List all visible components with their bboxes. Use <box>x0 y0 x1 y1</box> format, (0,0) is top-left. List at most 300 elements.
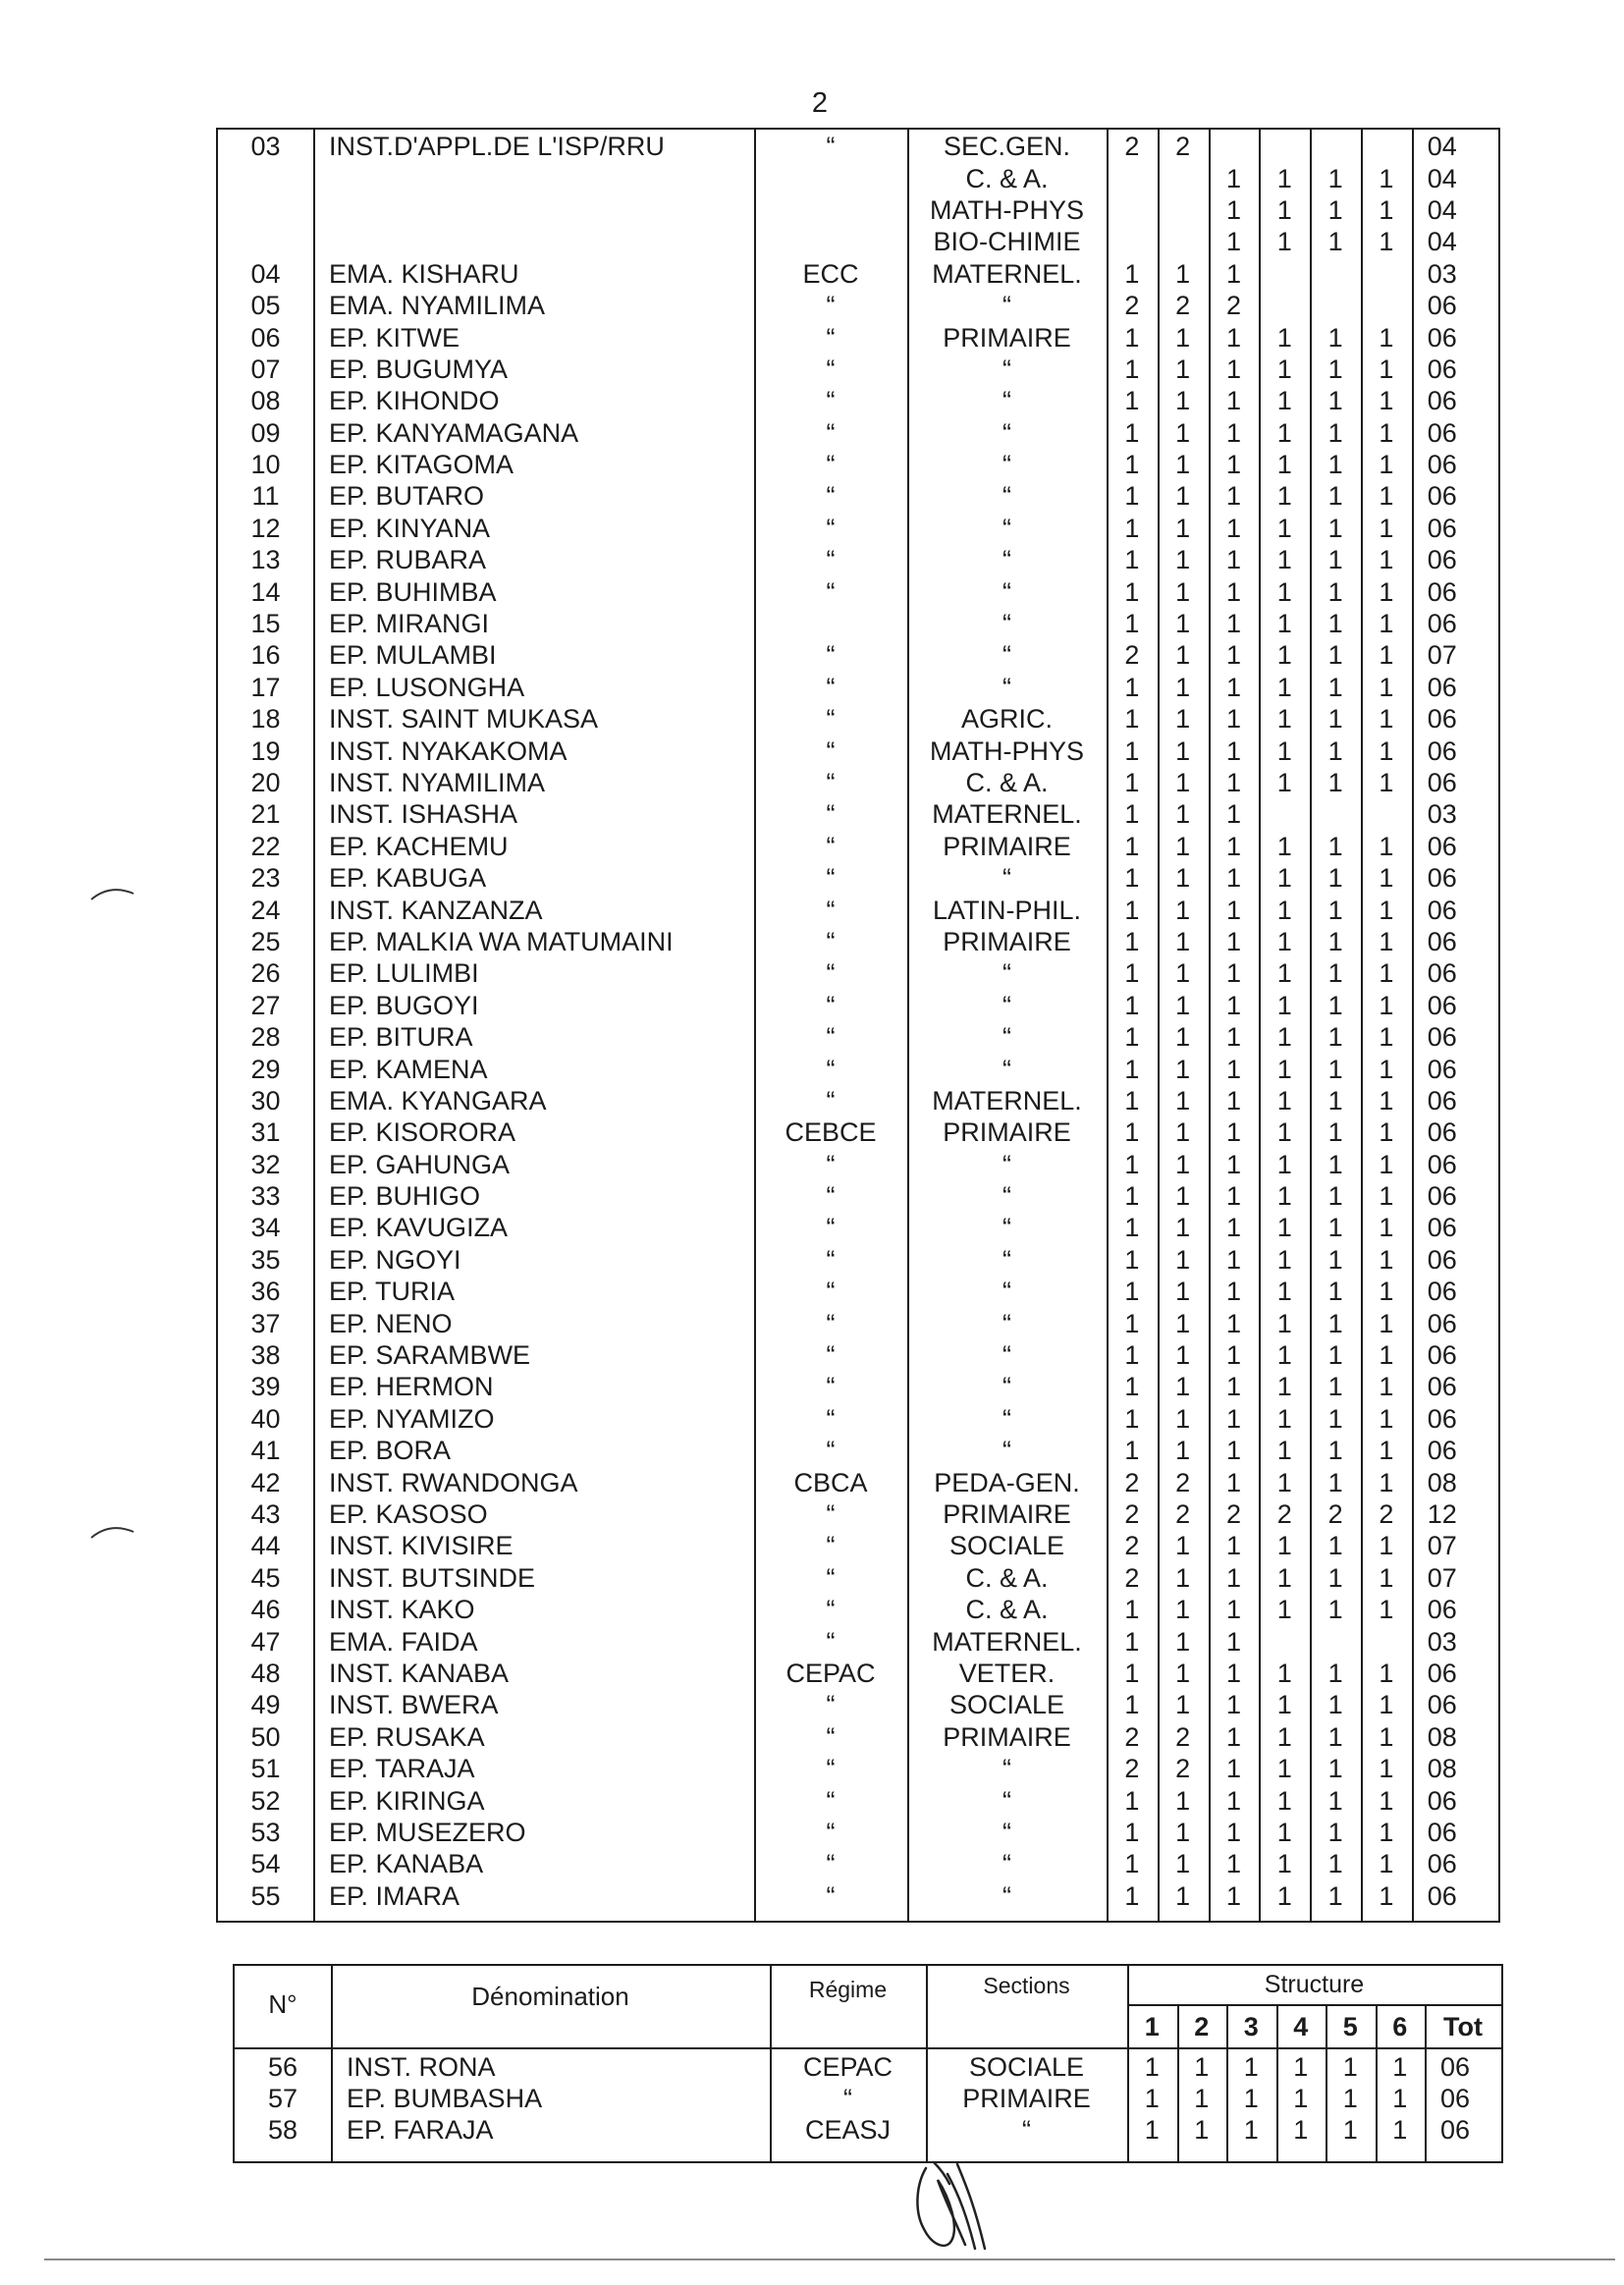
school-name: EP. MALKIA WA MATUMAINI <box>329 926 674 956</box>
section-cell: PEDA-GEN. <box>934 1467 1080 1497</box>
structure-year-2-cell: 1 <box>1175 1149 1191 1179</box>
structure-year-6-cell: 1 <box>1379 576 1394 607</box>
section-cell: MATH-PHYS <box>929 194 1084 225</box>
row-number: 50 <box>250 1721 281 1752</box>
structure-year-3-cell: 1 <box>1225 258 1241 289</box>
structure-year-5-cell: 1 <box>1327 1149 1343 1179</box>
table-row <box>218 1530 1498 1561</box>
structure-year-6-cell: 1 <box>1379 831 1394 861</box>
structure-year-2-cell: 1 <box>1175 1085 1191 1115</box>
structure-year-6-cell: 1 <box>1379 1595 1394 1625</box>
total-cell: 07 <box>1427 1562 1457 1593</box>
structure-year-6-cell: 1 <box>1379 1403 1394 1434</box>
structure-year-5-cell: 1 <box>1327 194 1343 225</box>
regime-cell: “ <box>826 354 836 384</box>
structure-year-3-cell: 1 <box>1243 2084 1259 2113</box>
structure-year-1-cell: 1 <box>1124 958 1140 989</box>
total-cell: 06 <box>1427 1658 1457 1688</box>
total-cell: 08 <box>1427 1467 1457 1497</box>
structure-year-2-cell: 1 <box>1194 2084 1210 2113</box>
structure-year-4-cell: 1 <box>1276 1308 1292 1338</box>
structure-year-2-cell: 2 <box>1175 1467 1191 1497</box>
structure-year-1-cell: 1 <box>1124 545 1140 575</box>
structure-year-4-cell: 1 <box>1276 1149 1292 1179</box>
regime-cell: CEPAC <box>785 1658 876 1688</box>
regime-cell: “ <box>826 1340 836 1371</box>
structure-year-4-cell: 1 <box>1276 1690 1292 1720</box>
section-cell: BIO-CHIMIE <box>933 227 1081 257</box>
structure-year-5-cell: 1 <box>1342 2084 1358 2113</box>
structure-year-6-cell: 1 <box>1379 1181 1394 1212</box>
structure-year-2-cell: 1 <box>1175 768 1191 797</box>
structure-year-2-cell: 2 <box>1175 1721 1191 1752</box>
total-cell: 04 <box>1427 227 1457 257</box>
structure-year-2-cell: 1 <box>1175 863 1191 894</box>
structure-year-1-cell: 1 <box>1124 1595 1140 1625</box>
structure-year-4-cell: 1 <box>1276 227 1292 257</box>
section-cell: PRIMAIRE <box>943 1117 1071 1148</box>
total-cell: 06 <box>1427 958 1457 989</box>
structure-year-3-cell: 1 <box>1225 1721 1241 1752</box>
row-number: 16 <box>250 640 281 671</box>
table-row <box>218 1625 1498 1657</box>
table-row <box>235 2051 1501 2083</box>
structure-year-4-cell: 1 <box>1276 926 1292 956</box>
structure-year-3-cell: 1 <box>1225 1849 1241 1879</box>
header-regime: Régime <box>808 1977 888 2002</box>
structure-year-5-cell: 1 <box>1327 768 1343 797</box>
structure-year-2-cell: 1 <box>1175 1054 1191 1084</box>
structure-year-6-cell: 1 <box>1392 2052 1408 2082</box>
section-cell: “ <box>1002 640 1011 671</box>
total-cell: 06 <box>1427 768 1457 797</box>
structure-year-4-cell: 1 <box>1276 1531 1292 1561</box>
section-cell: “ <box>1002 672 1011 702</box>
header-denomination: Dénomination <box>471 1982 629 2011</box>
section-cell: “ <box>1002 481 1011 512</box>
total-cell: 07 <box>1427 640 1457 671</box>
structure-year-5-cell: 1 <box>1327 1436 1343 1466</box>
table-row <box>218 798 1498 830</box>
school-name: INST. KANABA <box>329 1658 510 1688</box>
structure-year-4-cell: 1 <box>1293 2084 1309 2113</box>
section-cell: “ <box>1002 1403 1011 1434</box>
structure-year-2-cell: 1 <box>1175 450 1191 480</box>
total-cell: 08 <box>1427 1754 1457 1784</box>
structure-year-3-cell: 1 <box>1225 545 1241 575</box>
total-cell: 06 <box>1427 895 1457 925</box>
structure-year-3-cell: 1 <box>1225 672 1241 702</box>
structure-year-1-cell: 1 <box>1124 1658 1140 1688</box>
structure-year-2-cell: 1 <box>1175 1181 1191 1212</box>
section-cell: C. & A. <box>965 163 1049 193</box>
structure-year-4-cell: 1 <box>1276 1467 1292 1497</box>
section-cell: SOCIALE <box>948 1690 1065 1720</box>
structure-year-6-cell: 1 <box>1379 354 1394 384</box>
total-cell: 06 <box>1427 1022 1457 1053</box>
structure-year-6-cell: 1 <box>1379 704 1394 734</box>
regime-cell: “ <box>826 926 836 956</box>
structure-year-2-cell: 1 <box>1175 386 1191 416</box>
regime-cell: “ <box>826 863 836 894</box>
structure-year-2-cell: 2 <box>1175 1498 1191 1529</box>
structure-year-6-cell: 1 <box>1379 1817 1394 1847</box>
structure-year-3-cell: 1 <box>1225 1340 1241 1371</box>
school-name: EP. KASOSO <box>329 1498 488 1529</box>
structure-year-1-cell: 2 <box>1124 1754 1140 1784</box>
regime-cell: “ <box>826 1880 836 1911</box>
structure-year-3-cell: 1 <box>1225 1117 1241 1148</box>
structure-year-2-cell: 1 <box>1175 417 1191 448</box>
table-row <box>218 1879 1498 1911</box>
total-cell: 06 <box>1427 1849 1457 1879</box>
structure-year-5-cell: 1 <box>1327 1117 1343 1148</box>
structure-year-3-cell: 1 <box>1225 481 1241 512</box>
table-row <box>218 1848 1498 1879</box>
structure-year-1-cell: 1 <box>1124 322 1140 353</box>
structure-year-3-cell: 1 <box>1225 926 1241 956</box>
structure-year-2-cell: 1 <box>1175 831 1191 861</box>
structure-year-6-cell: 1 <box>1379 926 1394 956</box>
structure-year-1-cell: 1 <box>1124 1849 1140 1879</box>
header-year-6: 6 <box>1392 2012 1408 2041</box>
structure-year-3-cell: 1 <box>1225 1754 1241 1784</box>
row-number: 07 <box>250 354 281 384</box>
total-cell: 06 <box>1427 990 1457 1020</box>
structure-year-1-cell: 1 <box>1124 1436 1140 1466</box>
table-row <box>218 449 1498 480</box>
table-row <box>218 290 1498 321</box>
row-number: 10 <box>250 450 281 480</box>
section-cell: “ <box>1002 1149 1011 1179</box>
table-row <box>218 1562 1498 1594</box>
structure-year-6-cell: 1 <box>1379 481 1394 512</box>
structure-year-1-cell: 1 <box>1124 481 1140 512</box>
structure-year-4-cell: 1 <box>1276 1785 1292 1816</box>
structure-year-6-cell: 1 <box>1379 1149 1394 1179</box>
structure-year-4-cell: 1 <box>1276 545 1292 575</box>
header-year-3: 3 <box>1243 2012 1259 2041</box>
structure-year-4-cell: 1 <box>1276 163 1292 193</box>
row-number: 51 <box>250 1754 281 1784</box>
structure-year-1-cell: 1 <box>1124 1626 1140 1657</box>
school-name: EP. BORA <box>329 1436 452 1466</box>
header-structure: Structure <box>1264 1971 1365 1998</box>
table-row <box>218 862 1498 894</box>
structure-year-6-cell: 1 <box>1379 1849 1394 1879</box>
structure-year-3-cell: 1 <box>1225 1085 1241 1115</box>
section-cell: SEC.GEN. <box>943 132 1071 162</box>
structure-year-2-cell: 1 <box>1175 1022 1191 1053</box>
structure-year-6-cell: 1 <box>1379 1117 1394 1148</box>
structure-year-6-cell: 2 <box>1379 1498 1394 1529</box>
total-cell: 06 <box>1427 1277 1457 1307</box>
structure-year-3-cell: 1 <box>1225 863 1241 894</box>
structure-year-3-cell: 1 <box>1225 322 1241 353</box>
structure-year-3-cell: 1 <box>1225 576 1241 607</box>
structure-year-1-cell: 1 <box>1124 1117 1140 1148</box>
structure-year-5-cell: 1 <box>1342 2115 1358 2145</box>
school-name: EP. KANYAMAGANA <box>329 417 579 448</box>
structure-year-4-cell: 1 <box>1276 768 1292 797</box>
regime-cell: “ <box>826 386 836 416</box>
section-cell: “ <box>1002 513 1011 543</box>
structure-year-4-cell: 1 <box>1276 1277 1292 1307</box>
structure-year-6-cell: 1 <box>1379 1467 1394 1497</box>
total-cell: 06 <box>1427 545 1457 575</box>
school-name: EP. KISORORA <box>329 1117 516 1148</box>
table-row <box>218 417 1498 449</box>
school-name: INST. RWANDONGA <box>329 1467 578 1497</box>
structure-year-1-cell: 1 <box>1124 1785 1140 1816</box>
structure-year-3-cell: 1 <box>1225 895 1241 925</box>
section-cell: PRIMAIRE <box>943 1721 1071 1752</box>
row-number: 29 <box>250 1054 281 1084</box>
regime-cell: “ <box>826 1595 836 1625</box>
structure-year-2-cell: 1 <box>1175 1817 1191 1847</box>
structure-year-3-cell: 1 <box>1225 513 1241 543</box>
section-cell: C. & A. <box>965 1595 1049 1625</box>
structure-year-1-cell: 1 <box>1124 1022 1140 1053</box>
structure-year-2-cell: 1 <box>1175 895 1191 925</box>
structure-year-5-cell: 1 <box>1327 1467 1343 1497</box>
total-cell: 06 <box>1427 513 1457 543</box>
table-row <box>218 1403 1498 1435</box>
structure-year-2-cell: 1 <box>1175 481 1191 512</box>
section-cell: “ <box>1002 1213 1011 1243</box>
structure-year-2-cell: 1 <box>1175 1658 1191 1688</box>
structure-year-4-cell: 1 <box>1276 958 1292 989</box>
structure-year-6-cell: 1 <box>1379 1436 1394 1466</box>
structure-year-1-cell: 1 <box>1124 768 1140 797</box>
structure-year-1-cell: 1 <box>1124 1308 1140 1338</box>
structure-year-4-cell: 2 <box>1276 1498 1292 1529</box>
structure-year-5-cell: 1 <box>1327 1880 1343 1911</box>
row-number: 34 <box>250 1213 281 1243</box>
row-number: 37 <box>250 1308 281 1338</box>
structure-year-4-cell: 1 <box>1276 1436 1292 1466</box>
school-name: EP. MUSEZERO <box>329 1817 526 1847</box>
regime-cell: “ <box>826 1690 836 1720</box>
structure-year-5-cell: 1 <box>1327 1690 1343 1720</box>
regime-cell: “ <box>826 990 836 1020</box>
structure-year-5-cell: 1 <box>1327 1277 1343 1307</box>
structure-year-3-cell: 1 <box>1225 735 1241 766</box>
total-cell: 06 <box>1427 322 1457 353</box>
table-row <box>218 1307 1498 1338</box>
school-name: EP. FARAJA <box>347 2115 494 2145</box>
structure-year-3-cell: 1 <box>1225 831 1241 861</box>
structure-year-6-cell: 1 <box>1379 1562 1394 1593</box>
structure-year-5-cell: 1 <box>1327 322 1343 353</box>
structure-year-3-cell: 1 <box>1225 1817 1241 1847</box>
structure-year-3-cell: 1 <box>1225 1244 1241 1275</box>
row-number: 55 <box>250 1880 281 1911</box>
school-name: EP. NYAMIZO <box>329 1403 495 1434</box>
structure-year-5-cell: 1 <box>1327 704 1343 734</box>
schools-table-continued <box>216 128 1500 1923</box>
structure-year-3-cell: 1 <box>1225 417 1241 448</box>
structure-year-1-cell: 1 <box>1124 1403 1140 1434</box>
structure-year-2-cell: 2 <box>1175 291 1191 321</box>
structure-year-3-cell: 1 <box>1225 1880 1241 1911</box>
regime-cell: “ <box>826 1372 836 1402</box>
table-row <box>218 1339 1498 1371</box>
structure-year-2-cell: 1 <box>1175 258 1191 289</box>
table-row <box>218 639 1498 671</box>
structure-year-5-cell: 1 <box>1327 1085 1343 1115</box>
regime-cell: “ <box>826 322 836 353</box>
structure-year-2-cell: 1 <box>1175 354 1191 384</box>
regime-cell: CEASJ <box>804 2115 892 2145</box>
structure-year-3-cell: 1 <box>1225 609 1241 639</box>
total-cell: 06 <box>1427 831 1457 861</box>
school-name: EP. TURIA <box>329 1277 456 1307</box>
section-cell: “ <box>1002 1436 1011 1466</box>
row-number: 58 <box>267 2115 298 2145</box>
structure-year-4-cell: 1 <box>1276 450 1292 480</box>
structure-year-6-cell: 1 <box>1379 1690 1394 1720</box>
structure-year-4-cell: 1 <box>1276 895 1292 925</box>
structure-year-6-cell: 1 <box>1379 895 1394 925</box>
structure-year-1-cell: 1 <box>1124 1690 1140 1720</box>
row-number: 20 <box>250 768 281 797</box>
structure-year-6-cell: 1 <box>1379 863 1394 894</box>
row-number: 45 <box>250 1562 281 1593</box>
school-name: INST. KANZANZA <box>329 895 543 925</box>
structure-year-5-cell: 1 <box>1327 1849 1343 1879</box>
row-number: 08 <box>250 386 281 416</box>
table-row <box>218 1753 1498 1784</box>
school-name: INST. BWERA <box>329 1690 499 1720</box>
header-number: N° <box>268 1989 298 2019</box>
header-year-1: 1 <box>1144 2012 1160 2041</box>
section-cell: “ <box>1002 1244 1011 1275</box>
structure-year-3-cell: 1 <box>1225 1277 1241 1307</box>
school-name: INST. NYAKAKOMA <box>329 735 568 766</box>
schools-table-with-header <box>233 1964 1503 2163</box>
structure-year-4-cell: 1 <box>1276 417 1292 448</box>
structure-year-5-cell: 1 <box>1327 1817 1343 1847</box>
structure-year-1-cell: 1 <box>1124 1213 1140 1243</box>
table-row <box>218 480 1498 512</box>
structure-year-4-cell: 1 <box>1276 1562 1292 1593</box>
regime-cell: “ <box>826 1754 836 1784</box>
structure-year-3-cell: 1 <box>1225 799 1241 830</box>
structure-year-1-cell: 1 <box>1124 609 1140 639</box>
structure-year-6-cell: 1 <box>1379 1754 1394 1784</box>
header-year-4: 4 <box>1293 2012 1309 2041</box>
structure-year-4-cell: 1 <box>1276 1817 1292 1847</box>
regime-cell: “ <box>826 1817 836 1847</box>
structure-year-5-cell: 1 <box>1327 1595 1343 1625</box>
total-cell: 06 <box>1427 386 1457 416</box>
school-name: INST.D'APPL.DE L'ISP/RRU <box>329 132 665 162</box>
structure-year-1-cell: 1 <box>1124 1149 1140 1179</box>
structure-year-6-cell: 1 <box>1379 1785 1394 1816</box>
total-cell: 08 <box>1427 1721 1457 1752</box>
section-cell: C. & A. <box>965 1562 1049 1593</box>
structure-year-3-cell: 1 <box>1225 450 1241 480</box>
table-row <box>218 767 1498 798</box>
structure-year-4-cell: 1 <box>1276 672 1292 702</box>
regime-cell: “ <box>826 576 836 607</box>
total-cell: 04 <box>1427 194 1457 225</box>
section-cell: “ <box>1002 1754 1011 1784</box>
structure-year-6-cell: 1 <box>1379 609 1394 639</box>
total-cell: 06 <box>1427 291 1457 321</box>
school-name: EMA. NYAMILIMA <box>329 291 546 321</box>
regime-cell: “ <box>826 1085 836 1115</box>
structure-year-1-cell: 2 <box>1124 640 1140 671</box>
structure-year-2-cell: 1 <box>1175 1785 1191 1816</box>
school-name: EP. BUHIGO <box>329 1181 481 1212</box>
row-number: 14 <box>250 576 281 607</box>
structure-year-5-cell: 1 <box>1327 1531 1343 1561</box>
structure-year-5-cell: 1 <box>1327 1372 1343 1402</box>
table-row <box>218 1689 1498 1720</box>
total-cell: 04 <box>1427 132 1457 162</box>
structure-year-5-cell: 1 <box>1327 386 1343 416</box>
structure-year-2-cell: 1 <box>1175 1372 1191 1402</box>
structure-year-6-cell: 1 <box>1379 1721 1394 1752</box>
structure-year-6-cell: 1 <box>1379 768 1394 797</box>
section-cell: PRIMAIRE <box>962 2084 1091 2113</box>
structure-year-5-cell: 1 <box>1342 2052 1358 2082</box>
table-row <box>218 1658 1498 1689</box>
header-sections: Sections <box>983 1973 1070 1998</box>
structure-year-4-cell: 1 <box>1276 1595 1292 1625</box>
row-number: 04 <box>250 258 281 289</box>
school-name: EP. KIHONDO <box>329 386 500 416</box>
structure-year-5-cell: 1 <box>1327 1308 1343 1338</box>
structure-year-6-cell: 1 <box>1379 163 1394 193</box>
structure-year-5-cell: 1 <box>1327 354 1343 384</box>
section-cell: “ <box>1002 417 1011 448</box>
structure-year-1-cell: 1 <box>1124 354 1140 384</box>
structure-year-1-cell: 1 <box>1124 799 1140 830</box>
structure-year-1-cell: 2 <box>1124 291 1140 321</box>
row-number: 30 <box>250 1085 281 1115</box>
structure-year-6-cell: 1 <box>1379 513 1394 543</box>
structure-year-6-cell: 1 <box>1379 417 1394 448</box>
structure-year-1-cell: 1 <box>1124 863 1140 894</box>
structure-year-1-cell: 1 <box>1124 831 1140 861</box>
row-number: 17 <box>250 672 281 702</box>
table-row <box>218 831 1498 862</box>
structure-year-4-cell: 1 <box>1276 990 1292 1020</box>
row-number: 13 <box>250 545 281 575</box>
regime-cell: “ <box>826 291 836 321</box>
regime-cell: “ <box>826 895 836 925</box>
structure-year-2-cell: 1 <box>1175 1117 1191 1148</box>
structure-year-4-cell: 1 <box>1276 1085 1292 1115</box>
total-cell: 06 <box>1427 1372 1457 1402</box>
total-cell: 06 <box>1440 2052 1471 2082</box>
school-name: INST. SAINT MUKASA <box>329 704 599 734</box>
structure-year-3-cell: 1 <box>1225 958 1241 989</box>
row-number: 52 <box>250 1785 281 1816</box>
school-name: EP. KANABA <box>329 1849 484 1879</box>
school-name: EP. BUTARO <box>329 481 485 512</box>
regime-cell: ECC <box>802 258 859 289</box>
regime-cell: “ <box>826 1626 836 1657</box>
structure-year-6-cell: 1 <box>1379 1213 1394 1243</box>
table-row <box>218 226 1498 257</box>
regime-cell: “ <box>826 768 836 797</box>
section-cell: “ <box>1002 576 1011 607</box>
structure-year-2-cell: 1 <box>1175 545 1191 575</box>
